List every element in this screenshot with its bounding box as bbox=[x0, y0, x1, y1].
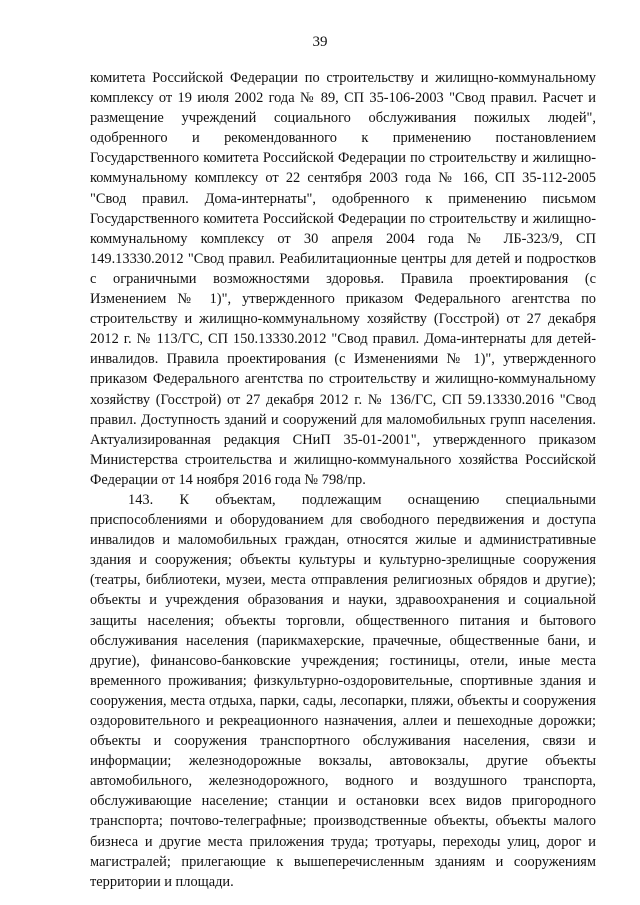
paragraph-continuation: комитета Российской Федерации по строительству и жилищно-коммунальному комплексу от 19 июля 2002 года № 89, СП 35-106-2003 "Свод правил. Расчет и размещение учреждений социального обслуживания пожилых людей", одобренного и рекомендованного к применению постановлением Государственного комитета Российской Федерации по строительству и жилищно-коммунальному комплексу от 22 сентября 2003 года № 166, СП 35-112-2005 "Свод правил. Дома-интернаты", одобренного к применению письмом Государственного комитета Российской Федерации по строительству и жилищно-коммунальному комплексу от 30 апреля 2004 года № ЛБ-323/9, СП 149.13330.2012 "Свод правил. Реабилитационные центры для детей и подростков с ограничными возможностями здоровья. Правила проектирования (с Изменением № 1)", утвержденного приказом Федерального агентства по строительству и жилищно-коммунальному хозяйству (Госстрой) от 27 декабря 2012 г. № 113/ГС, СП 150.13330.2012 "Свод правил. Дома-интернаты для детей-инвалидов. Правила проектирования (с Изменениями № 1)", утвержденного приказом Федерального агентства по строительству и жилищно-коммунальному хозяйству (Госстрой) от 27 декабря 2012 г. № 136/ГС, СП 59.13330.2016 "Свод правил. Доступность зданий и сооружений для маломобильных групп населения. Актуализированная редакция СНиП 35-01-2001", утвержденного приказом Министерства строительства и жилищно-коммунального хозяйства Российской Федерации от 14 ноября 2016 года № 798/пр. bbox=[90, 70, 596, 488]
paragraph-item-143: 143. К объектам, подлежащим оснащению специальными приспособлениями и оборудованием для свободного передвижения и доступа инвалидов и маломобильных граждан, относятся жилые и административные здания и сооружения; объекты культуры и культурно-зрелищные сооружения (театры, библиотеки, музеи, места отправления религиозных обрядов и другие); объекты и учреждения образования и науки, здравоохранения и социальной защиты населения; объекты торговли, общественного питания и бытового обслуживания населения (парикмахерские, прачечные, общественные бани, и другие), финансово-банковские учреждения; гостиницы, отели, иные места временного проживания; физкультурно-оздоровительные, спортивные здания и сооружения, места отдыха, парки, сады, лесопарки, пляжи, объекты и сооружения оздоровительного и рекреационного назначения, аллеи и пешеходные дорожки; объекты и сооружения транспортного обслуживания населения, связи и информации; железнодорожные вокзалы, автовокзалы, другие объекты автомобильного, железнодорожного, водного и воздушного транспорта, обслуживающие население; станции и остановки всех видов пригородного транспорта; почтово-телеграфные; производственные объекты, объекты малого бизнеса и другие места приложения труда; тротуары, переходы улиц, дорог и магистралей; прилегающие к вышеперечисленным зданиям и сооружениям территории и площади. bbox=[90, 491, 596, 890]
document-body bbox=[90, 68, 596, 892]
page-number: 39 bbox=[312, 34, 328, 50]
